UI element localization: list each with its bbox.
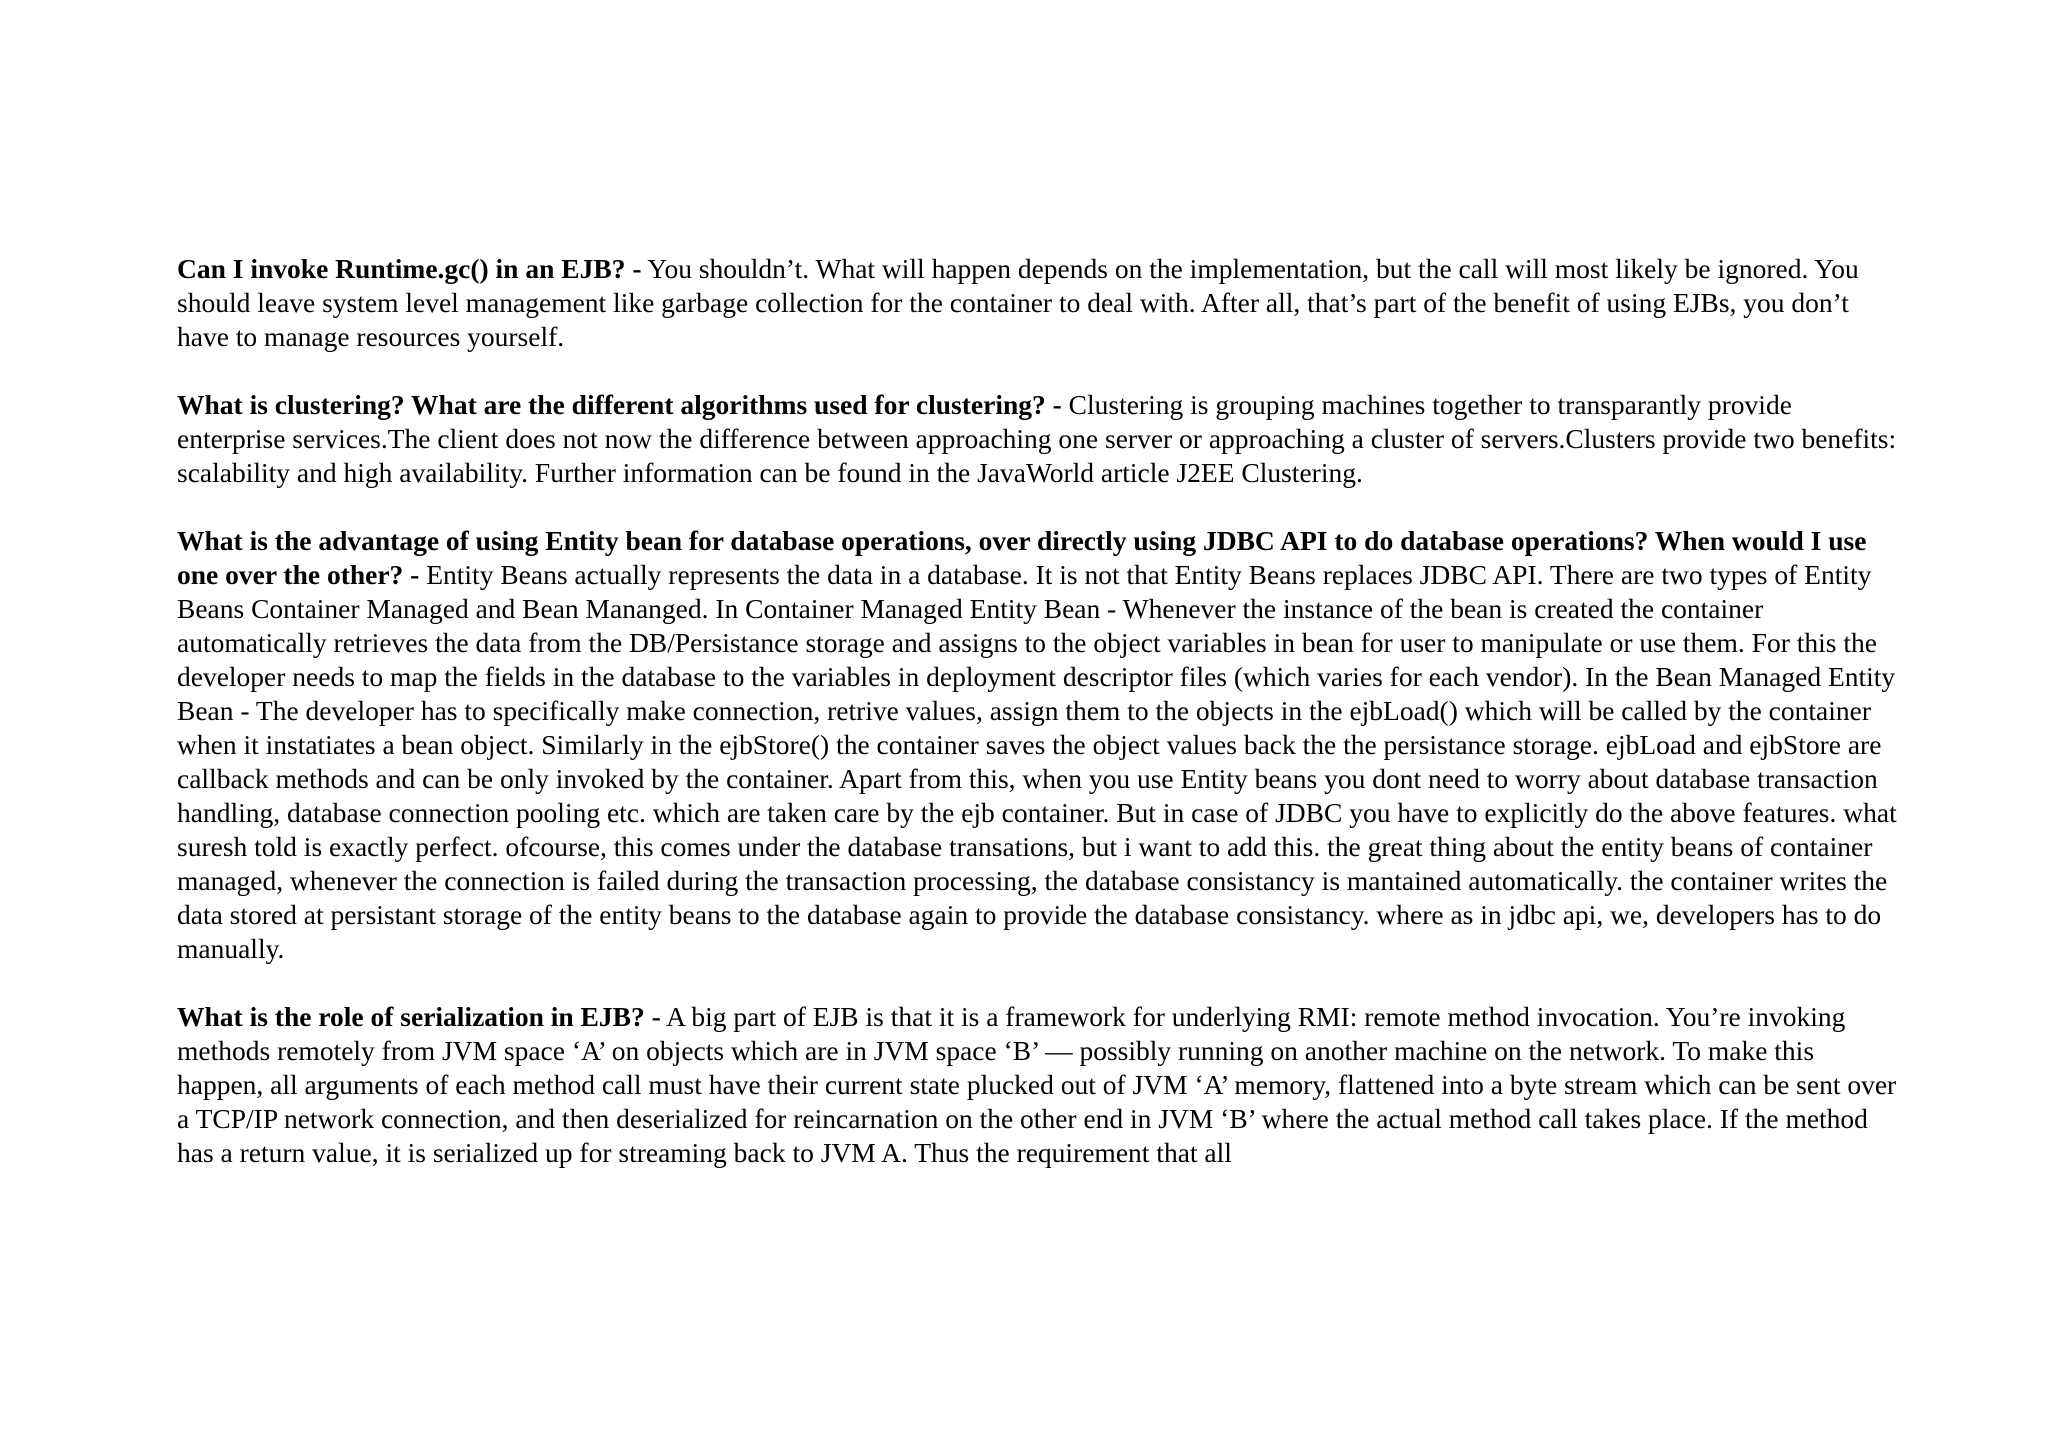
answer-text: A big part of EJB is that it is a framework for underlying RMI: remote method invocation. You’re invoking methods remotely from JVM space ‘A’ on objects which are in JVM space ‘B’ — possibly running on another machine on the network. To make this happen, all arguments of each method call must have their current state plucked out of JVM ‘A’ memory, flattened into a byte stream which can be sent over a TCP/IP network connection, and then deserialized for reincarnation on the other end in JVM ‘B’ where the actual method call takes place. If the method has a return value, it is serialized up for streaming back to JVM A. Thus the requirement that all: [177, 1001, 1897, 1168]
qa-entry-runtime-gc: [177, 252, 1897, 354]
answer-text: Clustering is grouping machines together to transparantly provide enterprise services.The client does not now the difference between approaching one server or approaching a cluster of servers.Clusters provide two benefits: scalability and high availability. Further information can be found in the JavaWorld article J2EE Clustering.: [177, 389, 1897, 488]
question-heading: What is the advantage of using Entity bean for database operations, over directly using JDBC API to do database operations? When would I use one over the other? -: [177, 525, 1867, 590]
answer-text: You shouldn’t. What will happen depends on the implementation, but the call will most likely be ignored. You should leave system level management like garbage collection for the container to deal with. After all, that’s part of the benefit of using EJBs, you don’t have to manage resources yourself.: [177, 253, 1859, 352]
question-heading: What is the role of serialization in EJB? -: [177, 1001, 661, 1032]
qa-entry-entity-bean-vs-jdbc: [177, 524, 1897, 966]
qa-entry-clustering: [177, 388, 1897, 490]
answer-text: Entity Beans actually represents the data in a database. It is not that Entity Beans replaces JDBC API. There are two types of Entity Beans Container Managed and Bean Mananged. In Container Managed Entity Bean - Whenever the instance of the bean is created the container automatically retrieves the data from the DB/Persistance storage and assigns to the object variables in bean for user to manipulate or use them. For this the developer needs to map the fields in the database to the variables in deployment descriptor files (which varies for each vendor). In the Bean Managed Entity Bean - The developer has to specifically make connection, retrive values, assign them to the objects in the ejbLoad() which will be called by the container when it instatiates a bean object. Similarly in the ejbStore() the container saves the object values back the the persistance storage. ejbLoad and ejbStore are callback methods and can be only invoked by the container. Apart from this, when you use Entity beans you dont need to worry about database transaction handling, database connection pooling etc. which are taken care by the ejb container. But in case of JDBC you have to explicitly do the above features. what suresh told is exactly perfect. ofcourse, this comes under the database transations, but i want to add this. the great thing about the entity beans of container managed, whenever the connection is failed during the transaction processing, the database consistancy is mantained automatically. the container writes the data stored at persistant storage of the entity beans to the database again to provide the database consistancy. where as in jdbc api, we, developers has to do manually.: [177, 559, 1897, 964]
question-heading: Can I invoke Runtime.gc() in an EJB? -: [177, 253, 642, 284]
qa-entry-serialization: [177, 1000, 1897, 1170]
document-page: [177, 252, 1897, 1204]
question-heading: What is clustering? What are the different algorithms used for clustering? -: [177, 389, 1062, 420]
